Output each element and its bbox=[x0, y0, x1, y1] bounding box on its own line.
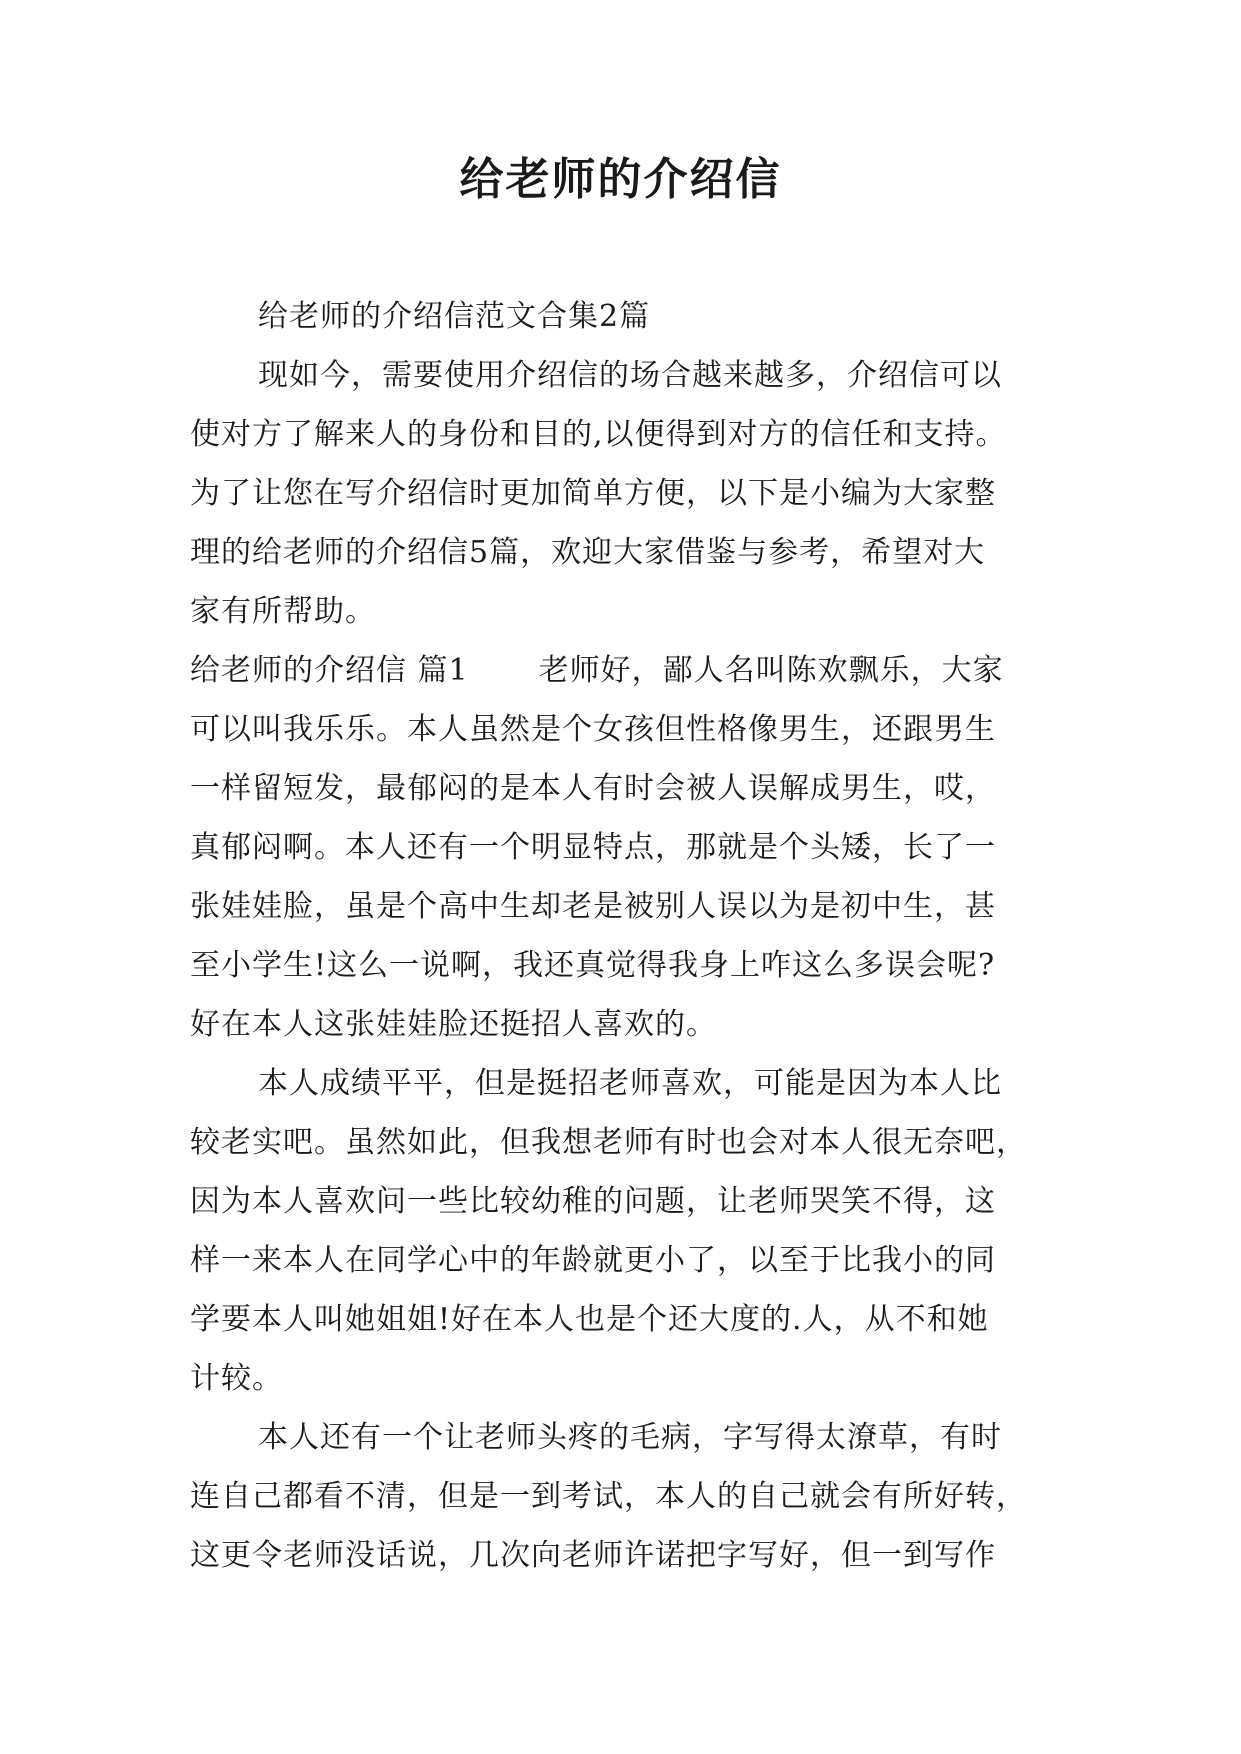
paragraph-3-line: 连自己都看不清，但是一到考试，本人的自己就会有所好转， bbox=[190, 1479, 1027, 1514]
paragraph-2-line: 学要本人叫她姐姐!好在本人也是个还大度的.人，从不和她 bbox=[190, 1302, 989, 1337]
paragraph-2-line: 较老实吧。虽然如此，但我想老师有时也会对本人很无奈吧， bbox=[190, 1125, 1027, 1160]
intro-line: 为了让您在写介绍信时更加简单方便，以下是小编为大家整 bbox=[190, 476, 996, 511]
paragraph-2-line: 因为本人喜欢问一些比较幼稚的问题，让老师哭笑不得，这 bbox=[190, 1184, 996, 1219]
intro-line: 家有所帮助。 bbox=[190, 594, 376, 629]
section-1-line: 至小学生!这么一说啊，我还真觉得我身上咋这么多误会呢? bbox=[190, 948, 996, 983]
intro-line: 使对方了解来人的身份和目的,以便得到对方的信任和支持。 bbox=[190, 417, 1007, 452]
paragraph-2-line: 计较。 bbox=[190, 1361, 283, 1396]
paragraph-2-line: 本人成绩平平，但是挺招老师喜欢，可能是因为本人比 bbox=[258, 1066, 1002, 1101]
intro-line: 现如今，需要使用介绍信的场合越来越多，介绍信可以 bbox=[258, 358, 1002, 393]
intro-line: 理的给老师的介绍信5篇，欢迎大家借鉴与参考，希望对大 bbox=[190, 535, 986, 570]
paragraph-3-line: 本人还有一个让老师头疼的毛病，字写得太潦草，有时 bbox=[258, 1420, 1002, 1455]
section-1-line: 张娃娃脸，虽是个高中生却老是被别人误以为是初中生，甚 bbox=[190, 889, 996, 924]
section-1-line: 可以叫我乐乐。本人虽然是个女孩但性格像男生，还跟男生 bbox=[190, 712, 996, 747]
section-1-opening: 老师好，鄙人名叫陈欢飘乐，大家 bbox=[538, 653, 1004, 688]
section-1-line: 一样留短发，最郁闷的是本人有时会被人误解成男生，哎， bbox=[190, 771, 996, 806]
page-title: 给老师的介绍信 bbox=[459, 154, 782, 205]
section-1-first-line bbox=[190, 641, 1050, 700]
section-1-line: 好在本人这张娃娃脸还挺招人喜欢的。 bbox=[190, 1007, 717, 1042]
paragraph-2-line: 样一来本人在同学心中的年龄就更小了，以至于比我小的同 bbox=[190, 1243, 996, 1278]
paragraph-3-line: 这更令老师没话说，几次向老师许诺把字写好，但一到写作 bbox=[190, 1538, 996, 1573]
section-1-line: 真郁闷啊。本人还有一个明显特点，那就是个头矮，长了一 bbox=[190, 830, 996, 865]
document-body bbox=[190, 287, 1050, 1585]
section-1-heading: 给老师的介绍信 篇1 bbox=[190, 653, 469, 688]
collection-subtitle: 给老师的介绍信范文合集2篇 bbox=[258, 299, 651, 334]
